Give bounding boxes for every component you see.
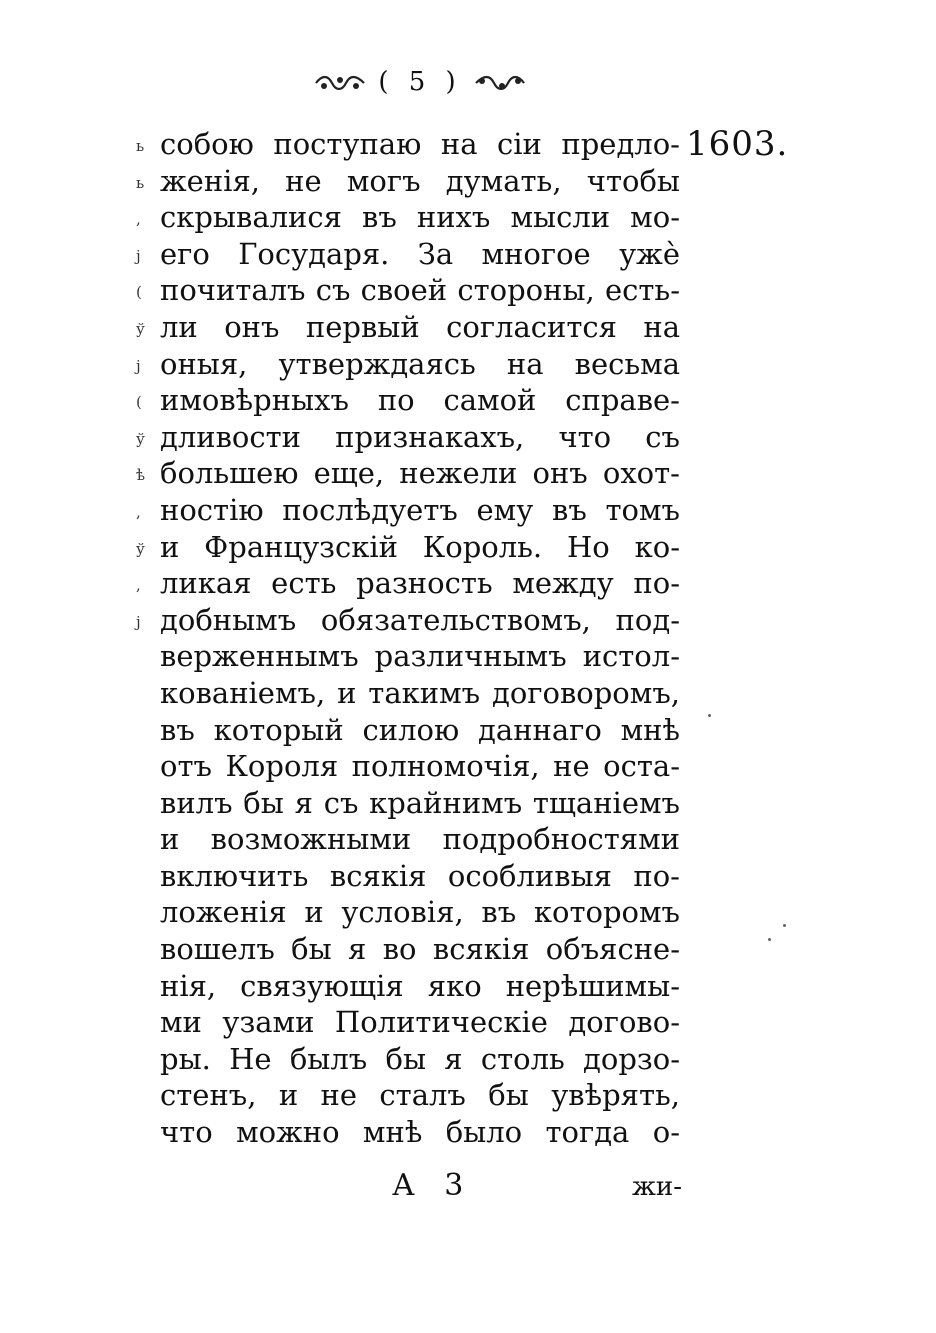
text-line: ми узами Политическіе догово-: [160, 1005, 680, 1040]
body-text: [160, 126, 680, 1151]
text-line: имовѣрныхъ по самой справе-: [160, 383, 680, 418]
text-line: большею еще, нежели онъ охот-: [160, 456, 680, 491]
text-line: и возможными подробностями: [160, 822, 680, 857]
marginal-mark: ь: [136, 137, 145, 155]
marginal-mark: (: [136, 393, 142, 412]
text-line: ложенія и условія, въ которомъ: [160, 895, 680, 930]
text-line: отъ Короля полномочія, не оста-: [160, 749, 680, 784]
text-line: дливости признакахъ, что съ: [160, 419, 680, 454]
printer-ornament-icon: [472, 71, 528, 93]
marginal-mark: ј: [136, 612, 141, 631]
marginal-marks: [136, 128, 154, 640]
marginal-mark: (: [136, 283, 142, 302]
marginal-mark: ,: [136, 210, 141, 229]
text-line: и Французскій Король. Но ко-: [160, 529, 680, 564]
ink-speck: [768, 938, 771, 941]
text-line: вошелъ бы я во всякія объясне-: [160, 932, 680, 967]
text-line: что можно мнѣ было тогда о-: [160, 1115, 680, 1150]
page-number: ( 5 ): [378, 67, 462, 97]
text-line: ли онъ первый согласится на: [160, 309, 680, 344]
marginal-mark: ј: [136, 246, 141, 265]
margin-year: 1603.: [686, 124, 789, 164]
text-line: кованіемъ, и такимъ договоромъ,: [160, 675, 680, 710]
marginal-mark: ,: [136, 576, 141, 595]
text-line: собою поступаю на сіи предло-: [160, 127, 680, 161]
catchword: жи-: [631, 1172, 682, 1202]
text-line: ры. Не былъ бы я столь дорзо-: [160, 1041, 680, 1076]
marginal-mark: ў: [136, 319, 145, 338]
text-line: въ который силою даннаго мнѣ: [160, 712, 680, 747]
marginal-mark: ь: [136, 173, 145, 192]
marginal-mark: ў: [136, 539, 145, 558]
text-line: включить всякія особливыя по-: [160, 858, 680, 893]
text-line: стенъ, и не сталъ бы увѣрять,: [160, 1078, 680, 1113]
text-line: нія, связующія яко нерѣшимы-: [160, 968, 680, 1003]
marginal-mark: ,: [136, 502, 141, 521]
text-line: оныя, утверждаясь на весьма: [160, 346, 680, 381]
text-line: вилъ бы я съ крайнимъ тщаніемъ: [160, 785, 680, 820]
text-line: ностію послѣдуетъ ему въ томъ: [160, 492, 680, 527]
text-line: женія, не могъ думать, чтобы: [160, 163, 680, 198]
ink-speck: [708, 714, 711, 717]
page-footer: [392, 1168, 682, 1212]
marginal-mark: ѣ: [136, 466, 146, 485]
ink-speck: [783, 924, 786, 927]
text-line: его Государя. За многое ужѐ: [160, 236, 680, 271]
text-line: скрывалися въ нихъ мысли мо-: [160, 200, 680, 235]
marginal-mark: ј: [136, 356, 141, 375]
text-line: верженнымъ различнымъ истол-: [160, 639, 680, 674]
marginal-mark: ў: [136, 429, 145, 448]
signature-mark: А 3: [392, 1168, 474, 1203]
text-line: добнымъ обязательствомъ, под-: [160, 602, 680, 637]
page-header: [300, 62, 540, 102]
text-line: ликая есть разность между по-: [160, 566, 680, 601]
printer-ornament-icon: [312, 71, 368, 93]
text-line: почиталъ съ своей стороны, есть-: [160, 273, 680, 308]
